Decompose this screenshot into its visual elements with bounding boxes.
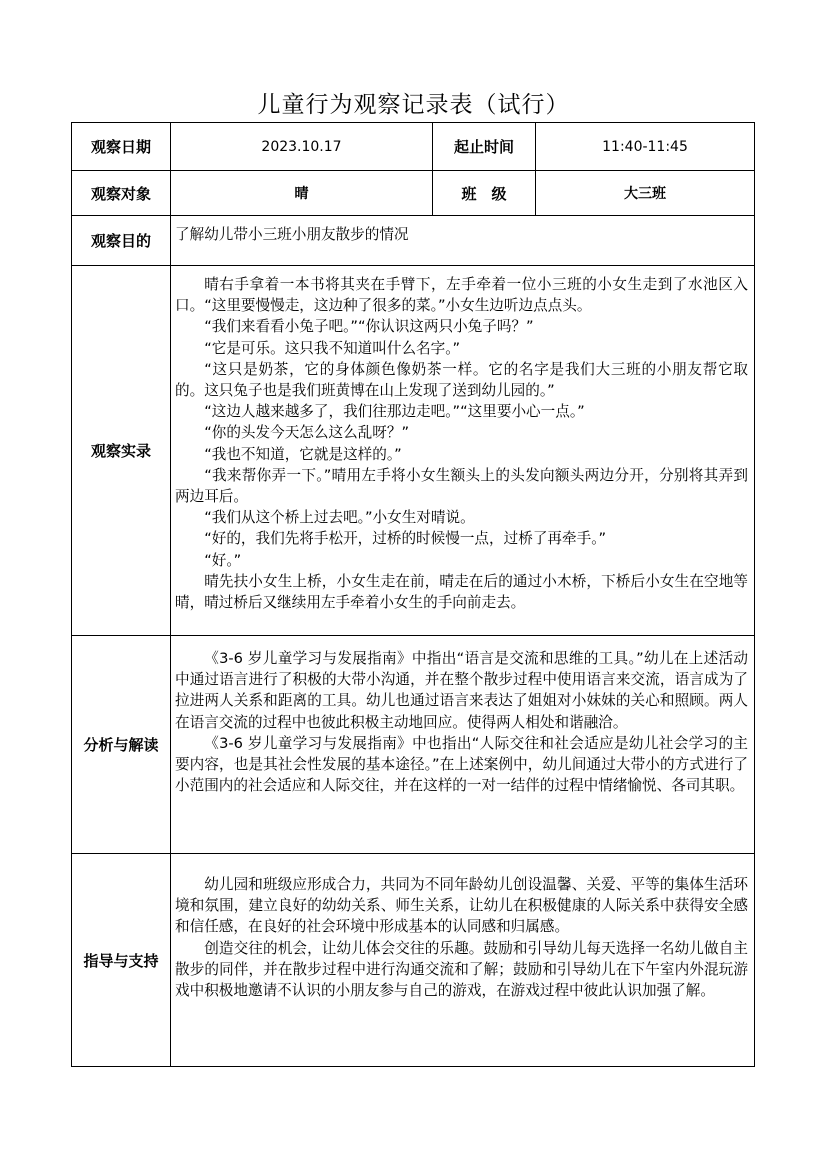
record-paragraph: “你的头发今天怎么这么乱呀？” <box>204 424 410 442</box>
record-paragraph: “我来帮你弄一下。”晴用左手将小女生额头上的头发向额头两边分开，分别将其弄到两边耳后。 <box>175 466 748 506</box>
guidance-label: 指导与支持 <box>72 854 171 1067</box>
record-paragraph: “这只是奶茶，它的身体颜色像奶茶一样。它的名字是我们大三班的小朋友帮它取的。这只兔子也是我们班黄博在山上发现了送到幼儿园的。” <box>175 360 748 400</box>
record-paragraph: “我们来看看小兔子吧。”“你认识这两只小兔子吗？” <box>204 318 534 336</box>
row-subject-class <box>72 171 755 216</box>
record-paragraph: “好的，我们先将手松开，过桥的时候慢一点，过桥了再牵手。” <box>204 530 607 548</box>
record-paragraph: 晴先扶小女生上桥，小女生走在前，晴走在后的通过小木桥，下桥后小女生在空地等晴，晴过桥后又继续用左手牵着小女生的手向前走去。 <box>175 572 748 612</box>
record-paragraph: “它是可乐。这只我不知道叫什么名字。” <box>204 339 461 357</box>
record-paragraph: “好。” <box>204 551 242 569</box>
record-paragraph: “我们从这个桥上过去吧。”小女生对晴说。 <box>204 509 475 527</box>
subject-value: 晴 <box>171 171 433 216</box>
purpose-value: 了解幼儿带小三班小朋友散步的情况 <box>171 216 755 266</box>
guidance-content <box>171 854 755 1067</box>
row-analysis <box>72 636 755 854</box>
analysis-paragraph: 《3-6 岁儿童学习与发展指南》中也指出“人际交往和社会适应是幼儿社会学习的主要内容，也是其社会性发展的基本途径。”在上述案例中，幼儿间通过大带小的方式进行了小范围内的社会适应和人际交往，并在这样的一对一结伴的过程中情绪愉悦、各司其职。 <box>175 734 748 795</box>
record-paragraph: “这边人越来越多了，我们往那边走吧。”“这里要小心一点。” <box>204 403 585 421</box>
record-paragraph: “我也不知道，它就是这样的。” <box>204 445 402 463</box>
purpose-label: 观察目的 <box>72 216 171 266</box>
class-label: 班 级 <box>433 171 536 216</box>
record-label: 观察实录 <box>72 266 171 636</box>
guidance-paragraph: 幼儿园和班级应形成合力，共同为不同年龄幼儿创设温馨、关爱、平等的集体生活环境和氛围，建立良好的幼幼关系、师生关系，让幼儿在积极健康的人际关系中获得安全感和信任感，在良好的社会环境中形成基本的认同感和归属感。 <box>175 876 748 936</box>
row-guidance <box>72 854 755 1067</box>
guidance-paragraph: 创造交往的机会，让幼儿体会交往的乐趣。鼓励和引导幼儿每天选择一名幼儿做自主散步的同伴，并在散步过程中进行沟通交流和了解；鼓励和引导幼儿在下午室内外混玩游戏中积极地邀请不认识的小朋友参与自己的游戏，在游戏过程中彼此认识加强了解。 <box>175 939 748 1000</box>
page-title: 儿童行为观察记录表（试行） <box>257 92 570 118</box>
row-purpose <box>72 216 755 266</box>
analysis-label: 分析与解读 <box>72 636 171 854</box>
analysis-content <box>171 636 755 854</box>
analysis-paragraph: 《3-6 岁儿童学习与发展指南》中指出“语言是交流和思维的工具。”幼儿在上述活动中通过语言进行了积极的大带小沟通，并在整个散步过程中使用语言来交流，语言成为了拉进两人关系和距离的工具。幼儿也通过语言来表达了姐姐对小妹妹的关心和照顾。两人在语言交流的过程中也彼此积极主动地回应。使得两人相处和谐融洽。 <box>175 650 748 731</box>
observation-record-table <box>71 122 755 1067</box>
record-content <box>171 266 755 636</box>
time-label: 起止时间 <box>433 123 536 171</box>
date-value: 2023.10.17 <box>171 123 433 171</box>
subject-label: 观察对象 <box>72 171 171 216</box>
time-value: 11:40-11:45 <box>536 123 755 171</box>
row-date-time <box>72 123 755 171</box>
record-paragraph: 晴右手拿着一本书将其夹在手臂下，左手牵着一位小三班的小女生走到了水池区入口。“这里要慢慢走，这边种了很多的菜。”小女生边听边点点头。 <box>175 276 748 315</box>
row-record <box>72 266 755 636</box>
date-label: 观察日期 <box>72 123 171 171</box>
class-value: 大三班 <box>536 171 755 216</box>
